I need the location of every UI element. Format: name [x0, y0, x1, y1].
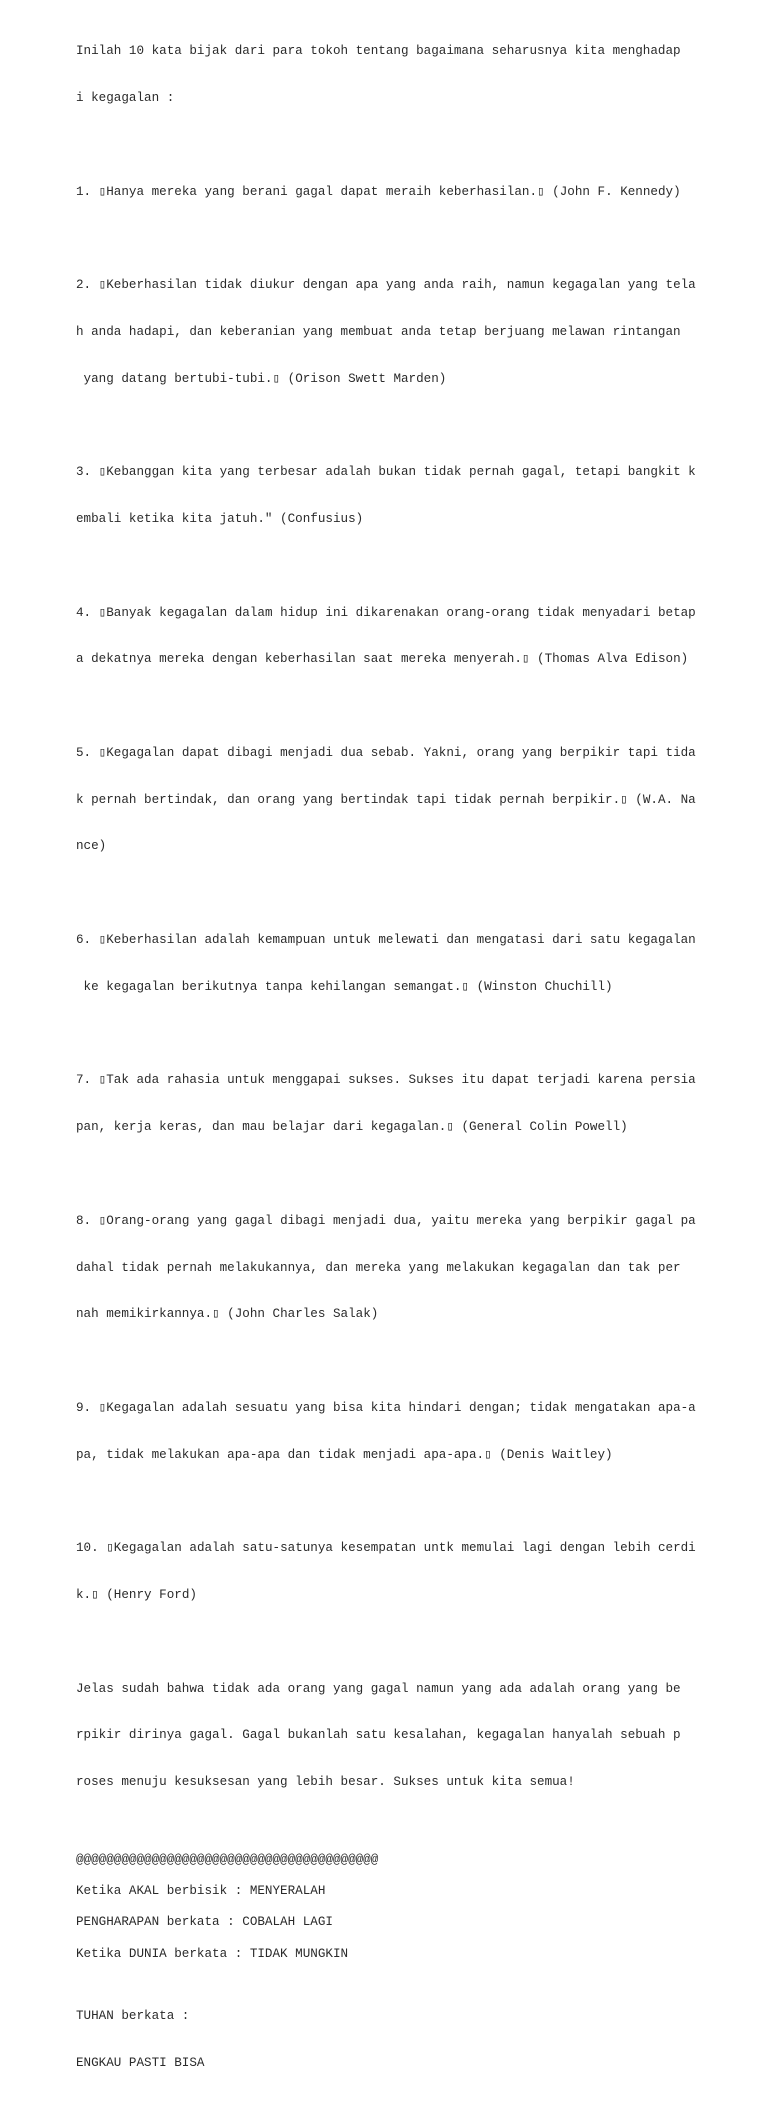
closing-tuhan-line: TUHAN berkata :: [76, 2009, 190, 2023]
intro-line: Inilah 10 kata bijak dari para tokoh tentang bagaimana seharusnya kita menghadap: [76, 44, 681, 59]
quote-line: a dekatnya mereka dengan keberhasilan saat mereka menyerah.▯ (Thomas Alva Edison): [76, 652, 689, 667]
intro-paragraph: [76, 13, 736, 138]
quote-line: 3. ▯Kebanggan kita yang terbesar adalah bukan tidak pernah gagal, tetapi bangkit k: [76, 465, 696, 480]
intro-line: i kegagalan :: [76, 90, 175, 105]
quote-line: nah memikirkannya.▯ (John Charles Salak): [76, 1307, 379, 1322]
quote-line: 6. ▯Keberhasilan adalah kemampuan untuk melewati dan mengatasi dari satu kegagalan: [76, 933, 696, 948]
separator-line: @@@@@@@@@@@@@@@@@@@@@@@@@@@@@@@@@@@@@@@@: [76, 1853, 379, 1868]
spacer: [76, 1837, 736, 1853]
quote-line: 2. ▯Keberhasilan tidak diukur dengan apa yang anda raih, namun kegagalan yang tela: [76, 278, 696, 293]
closing-akal: Ketika AKAL berbisik : MENYERALAH: [76, 1884, 326, 1899]
closing-tuhan: [76, 1978, 736, 2103]
quote-9: [76, 1370, 736, 1495]
quote-1: [76, 153, 736, 231]
conclusion-line: rpikir dirinya gagal. Gagal bukanlah satu kesalahan, kegagalan hanyalah sebuah p: [76, 1728, 681, 1743]
quote-line: 1. ▯Hanya mereka yang berani gagal dapat meraih keberhasilan.▯ (John F. Kennedy): [76, 184, 681, 199]
quote-line: k.▯ (Henry Ford): [76, 1587, 197, 1602]
closing-dunia: Ketika DUNIA berkata : TIDAK MUNGKIN: [76, 1946, 349, 1961]
quote-3: [76, 434, 736, 559]
quote-line: pan, kerja keras, dan mau belajar dari kegagalan.▯ (General Colin Powell): [76, 1120, 628, 1135]
quote-6: [76, 902, 736, 1027]
quote-line: 8. ▯Orang-orang yang gagal dibagi menjadi dua, yaitu mereka yang berpikir gagal pa: [76, 1213, 696, 1228]
quote-line: 9. ▯Kegagalan adalah sesuatu yang bisa kita hindari dengan; tidak mengatakan apa-a: [76, 1400, 696, 1415]
conclusion-line: Jelas sudah bahwa tidak ada orang yang gagal namun yang ada adalah orang yang be: [76, 1681, 681, 1696]
quote-line: pa, tidak melakukan apa-apa dan tidak menjadi apa-apa.▯ (Denis Waitley): [76, 1447, 613, 1462]
conclusion-paragraph: [76, 1650, 736, 1822]
quote-8: [76, 1183, 736, 1355]
quote-line: k pernah bertindak, dan orang yang bertindak tapi tidak pernah berpikir.▯ (W.A. Na: [76, 792, 696, 807]
quote-line: embali ketika kita jatuh." (Confusius): [76, 512, 364, 526]
quote-line: 7. ▯Tak ada rahasia untuk menggapai sukses. Sukses itu dapat terjadi karena persia: [76, 1073, 696, 1088]
quote-line: ke kegagalan berikutnya tanpa kehilangan semangat.▯ (Winston Chuchill): [76, 979, 613, 994]
quote-10: [76, 1510, 736, 1635]
quote-7: [76, 1042, 736, 1167]
quote-line: dahal tidak pernah melakukannya, dan mereka yang melakukan kegagalan dan tak per: [76, 1260, 681, 1275]
closing-pengharapan: PENGHARAPAN berkata : COBALAH LAGI: [76, 1915, 333, 1930]
quote-line: 5. ▯Kegagalan dapat dibagi menjadi dua sebab. Yakni, orang yang berpikir tapi tida: [76, 745, 696, 760]
quote-line: nce): [76, 839, 107, 854]
document-page: [76, 13, 736, 2118]
quote-line: yang datang bertubi-tubi.▯ (Orison Swett Marden): [76, 371, 447, 386]
quote-line: 10. ▯Kegagalan adalah satu-satunya kesempatan untk memulai lagi dengan lebih cerdi: [76, 1541, 696, 1556]
quote-5: [76, 715, 736, 887]
quote-line: h anda hadapi, dan keberanian yang membuat anda tetap berjuang melawan rintangan: [76, 324, 681, 339]
quote-line: 4. ▯Banyak kegagalan dalam hidup ini dikarenakan orang-orang tidak menyadari betap: [76, 605, 696, 620]
closing-tuhan-line: ENGKAU PASTI BISA: [76, 2055, 205, 2070]
conclusion-line: roses menuju kesuksesan yang lebih besar. Sukses untuk kita semua!: [76, 1775, 575, 1790]
quote-2: [76, 247, 736, 419]
quote-4: [76, 574, 736, 699]
